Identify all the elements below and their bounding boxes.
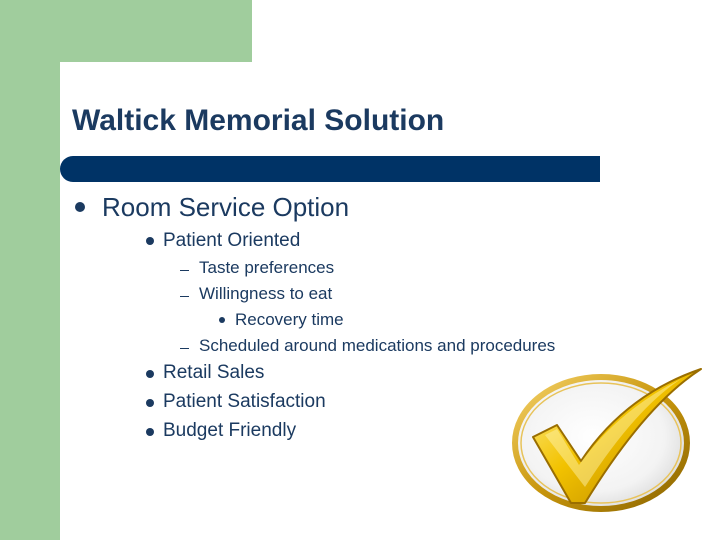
bullet-dot — [146, 237, 154, 245]
bullet-willingness-to-eat: Willingness to eat — [199, 284, 333, 303]
bullet-patient-satisfaction: Patient Satisfaction — [163, 391, 326, 412]
accent-block-top — [60, 0, 252, 62]
bullet-taste-preferences: Taste preferences — [199, 258, 335, 277]
bullet-retail-sales: Retail Sales — [163, 362, 265, 383]
bullet-dot — [146, 399, 154, 407]
checkmark-icon-svg — [505, 365, 710, 515]
bullet-scheduled: Scheduled around medications and procedures — [199, 336, 556, 355]
checkmark-icon — [505, 365, 710, 515]
bullet-dash — [180, 296, 189, 297]
accent-bar-left — [0, 0, 60, 540]
title-underline-bar — [60, 156, 600, 182]
bullet-recovery-time: Recovery time — [235, 310, 344, 329]
bullet-dash — [180, 270, 189, 271]
bullet-dash — [180, 348, 189, 349]
slide-title: Waltick Memorial Solution — [72, 104, 445, 137]
bullet-dot — [146, 428, 154, 436]
bullet-dot — [146, 370, 154, 378]
bullet-patient-oriented: Patient Oriented — [163, 230, 301, 251]
bullet-budget-friendly: Budget Friendly — [163, 420, 297, 441]
bullet-room-service: Room Service Option — [102, 192, 350, 222]
bullet-dot — [75, 202, 85, 212]
bullet-dot — [219, 317, 225, 323]
